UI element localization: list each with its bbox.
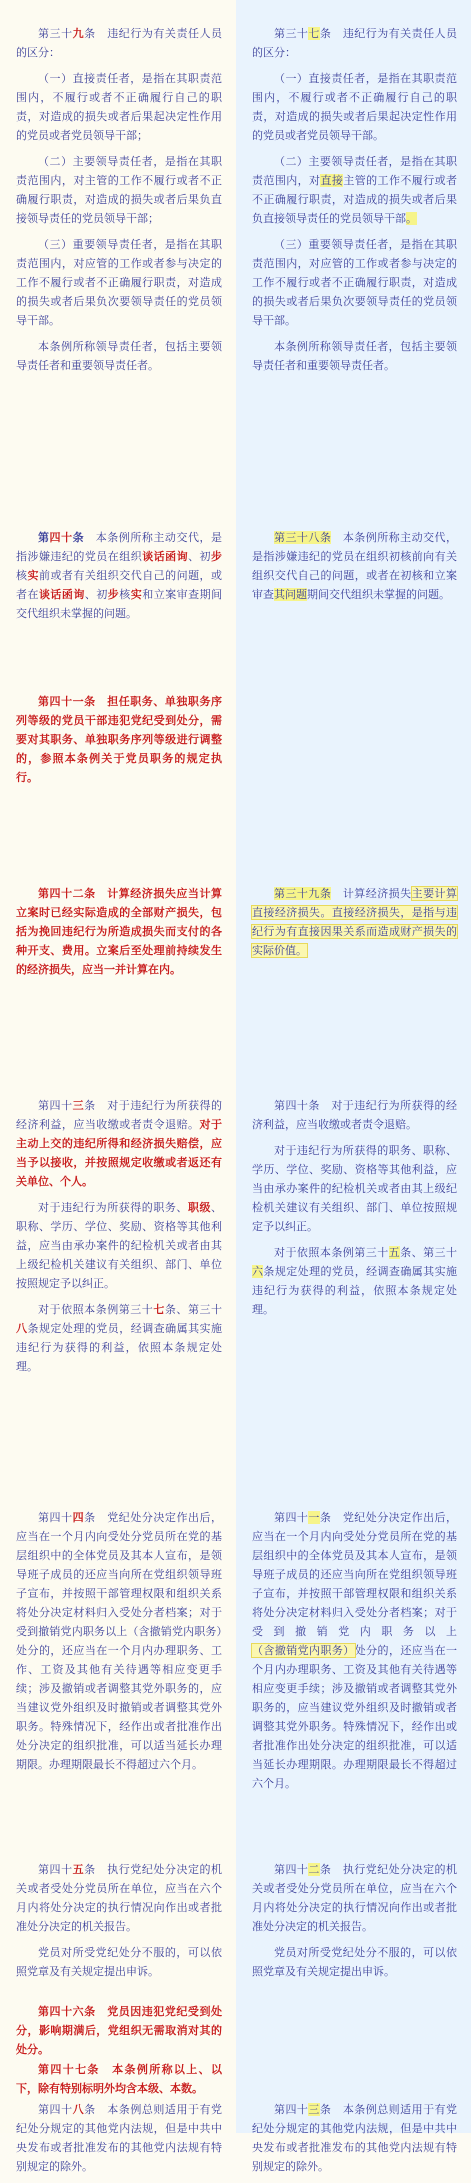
- right-column: [236, 0, 471, 2173]
- paragraph: 第四十三条 对于违纪行为所获得的经济利益，应当收缴或者责令退赔。对于主动上交的违纪所得和经济损失赔偿，应当予以接收，并按照规定收缴或者返还有关单位、个人。: [16, 1099, 223, 1188]
- left-article-40: [16, 528, 222, 630]
- paragraph: 第四十二条 计算经济损失应当计算立案时已经实际造成的全部财产损失，包括为挽回违纪行为所造成损失而支付的各种开支、费用。立案后至处理前持续发生的经济损失，应当一并计算在内。: [16, 887, 222, 976]
- paragraph: 第三十八条 本条例所称主动交代，是指涉嫌违纪的党员在组织初核前向有关组织交代自己的问题，或者在初核和立案审查其问题期间交代组织未掌握的问题。: [252, 531, 458, 601]
- right-article-39: [252, 884, 457, 967]
- article-heading: 第三十九条 违纪行为有关责任人员的区分：: [16, 27, 223, 59]
- article-heading: 第三十七条 违纪行为有关责任人员的区分：: [252, 27, 458, 59]
- paragraph: 第四十一条 担任职务、单独职务序列等级的党员干部违犯党纪受到处分，需要对其职务、单独职务序列等级进行调整的，参照本条例关于党员职务的规定执行。: [16, 695, 222, 784]
- right-article-43: [252, 2100, 457, 2183]
- left-article-39: [16, 24, 222, 382]
- right-article-38: [252, 528, 457, 611]
- paragraph: 第四十七条 本条例所称以上、以下，除有特别标明外均含本级、本数。: [16, 2063, 222, 2095]
- paragraph: （二）主要领导责任者，是指在其职责范围内，对直接主管的工作不履行或者不正确履行职责，对造成的损失或者后果负直接领导责任的党员领导干部。: [252, 155, 458, 225]
- paragraph: 第四十一条 党纪处分决定作出后，应当在一个月内向受处分党员所在党的基层组织中的全体党员及其本人宣布，是领导班子成员的还应当向所在党组织领导班子宣布，并按照干部管理权限和组织关系将处分决定材料归入受处分者档案；对于受到撤销党内职务以上（含撤销党内职务）处分的，还应当在一个月内办理职务、工资及其他有关待遇等相应变更手续；涉及撤销或者调整其党外职务的，应当建议党外组织及时撤销或者调整其党外职务。特殊情况下，经作出或者批准作出处分决定的组织批准，可以适当延长办理期限。办理期限最长不得超过六个月。: [252, 1511, 458, 1790]
- paragraph: 第四十六条 党员因违犯党纪受到处分，影响期满后，党组织无需取消对其的处分。: [16, 2005, 222, 2056]
- paragraph: 第四十条 对于违纪行为所获得的经济利益，应当收缴或者责令退赔。: [252, 1099, 458, 1131]
- right-article-40: [252, 1096, 457, 1326]
- paragraph: （一）直接责任者，是指在其职责范围内，不履行或者不正确履行自己的职责，对造成的损失或者后果起决定性作用的党员或者党员领导干部；: [16, 72, 222, 142]
- left-article-43: [16, 1096, 222, 1383]
- paragraph: 第四十八条 本条例总则适用于有党纪处分规定的其他党内法规，但是中共中央发布或者批准发布的其他党内法规有特别规定的除外。: [16, 2103, 223, 2173]
- paragraph: （三）重要领导责任者，是指在其职责范围内，对应管的工作或者参与决定的工作不履行或者不正确履行职责，对造成的损失或者后果负次要领导责任的党员领导干部。: [16, 238, 222, 327]
- left-article-45: [16, 1860, 222, 1988]
- paragraph: （一）直接责任者，是指在其职责范围内，不履行或者不正确履行自己的职责，对造成的损失或者后果起决定性作用的党员或者党员领导干部。: [252, 72, 457, 142]
- paragraph: 第四十四条 党纪处分决定作出后，应当在一个月内向受处分党员所在党的基层组织中的全体党员及其本人宣布，是领导班子成员的还应当向所在党组织领导班子宣布，并按照干部管理权限和组织关系将处分决定材料归入受处分者档案；对于受到撤销党内职务以上（含撤销党内职务）处分的，还应当在一个月内办理职务、工作、工资及其他有关待遇等相应变更手续；涉及撤销或者调整其党外职务的，应当建议党外组织及时撤销或者调整其党外职务。特殊情况下，经作出或者批准作出处分决定的组织批准，可以适当延长办理期限。办理期限最长不得超过六个月。: [16, 1511, 223, 1771]
- paragraph: 对于违纪行为所获得的职务、职级、职称、学历、学位、奖励、资格等其他利益，应当由承办案件的纪检机关或者由其上级纪检机关建议有关组织、部门、单位按照规定予以纠正。: [16, 1201, 223, 1290]
- right-article-41: [252, 1508, 457, 1800]
- paragraph: 本条例所称领导责任者，包括主要领导责任者和重要领导责任者。: [252, 340, 457, 372]
- paragraph: 第四十条 本条例所称主动交代，是指涉嫌违纪的党员在组织谈话函询、初步核实前或者有关组织交代自己的问题，或者在谈话函询、初步核实和立案审查期间交代组织未掌握的问题。: [16, 531, 223, 620]
- paragraph: （三）重要领导责任者，是指在其职责范围内，对应管的工作或者参与决定的工作不履行或者不正确履行职责，对造成的损失或者后果负次要领导责任的党员领导干部。: [252, 238, 457, 327]
- paragraph: 第四十二条 执行党纪处分决定的机关或者受处分党员所在单位，应当在六个月内将处分决定的执行情况向作出或者批准处分决定的机关报告。: [252, 1863, 458, 1933]
- paragraph: 党员对所受党纪处分不服的，可以依照党章及有关规定提出申诉。: [252, 1946, 457, 1978]
- paragraph: 党员对所受党纪处分不服的，可以依照党章及有关规定提出申诉。: [16, 1946, 222, 1978]
- paragraph: 第四十五条 执行党纪处分决定的机关或者受处分党员所在单位，应当在六个月内将处分决定的执行情况向作出或者批准处分决定的机关报告。: [16, 1863, 223, 1933]
- left-article-41: [16, 692, 222, 794]
- paragraph: （二）主要领导责任者，是指在其职责范围内，对主管的工作不履行或者不正确履行职责，对造成的损失或者后果负直接领导责任的党员领导干部；: [16, 155, 222, 225]
- right-article-37: [252, 24, 457, 382]
- left-article-47: [16, 2060, 222, 2105]
- left-article-46: [16, 2002, 222, 2066]
- paragraph: 对于依照本条例第三十五条、第三十六条规定处理的党员，经调查确属其实施违纪行为获得的利益，依照本条规定处理。: [252, 1246, 458, 1316]
- paragraph: 本条例所称领导责任者，包括主要领导责任者和重要领导责任者。: [16, 340, 222, 372]
- left-article-48: [16, 2100, 222, 2183]
- paragraph: 对于违纪行为所获得的职务、职称、学历、学位、奖励、资格等其他利益，应当由承办案件的纪检机关或者由其上级纪检机关建议有关组织、部门、单位按照规定予以纠正。: [252, 1144, 457, 1233]
- left-article-42: [16, 884, 222, 986]
- paragraph: 第四十三条 本条例总则适用于有党纪处分规定的其他党内法规，但是中共中央发布或者批准发布的其他党内法规有特别规定的除外。: [252, 2103, 458, 2173]
- right-article-42: [252, 1860, 457, 1988]
- paragraph: 第三十九条 计算经济损失主要计算直接经济损失。直接经济损失，是指与违纪行为有直接因果关系而造成财产损失的实际价值。: [252, 887, 458, 957]
- left-column: [0, 0, 236, 2173]
- paragraph: 对于依照本条例第三十七条、第三十八条规定处理的党员，经调查确属其实施违纪行为获得的利益，依照本条规定处理。: [16, 1303, 223, 1373]
- left-article-44: [16, 1508, 222, 1781]
